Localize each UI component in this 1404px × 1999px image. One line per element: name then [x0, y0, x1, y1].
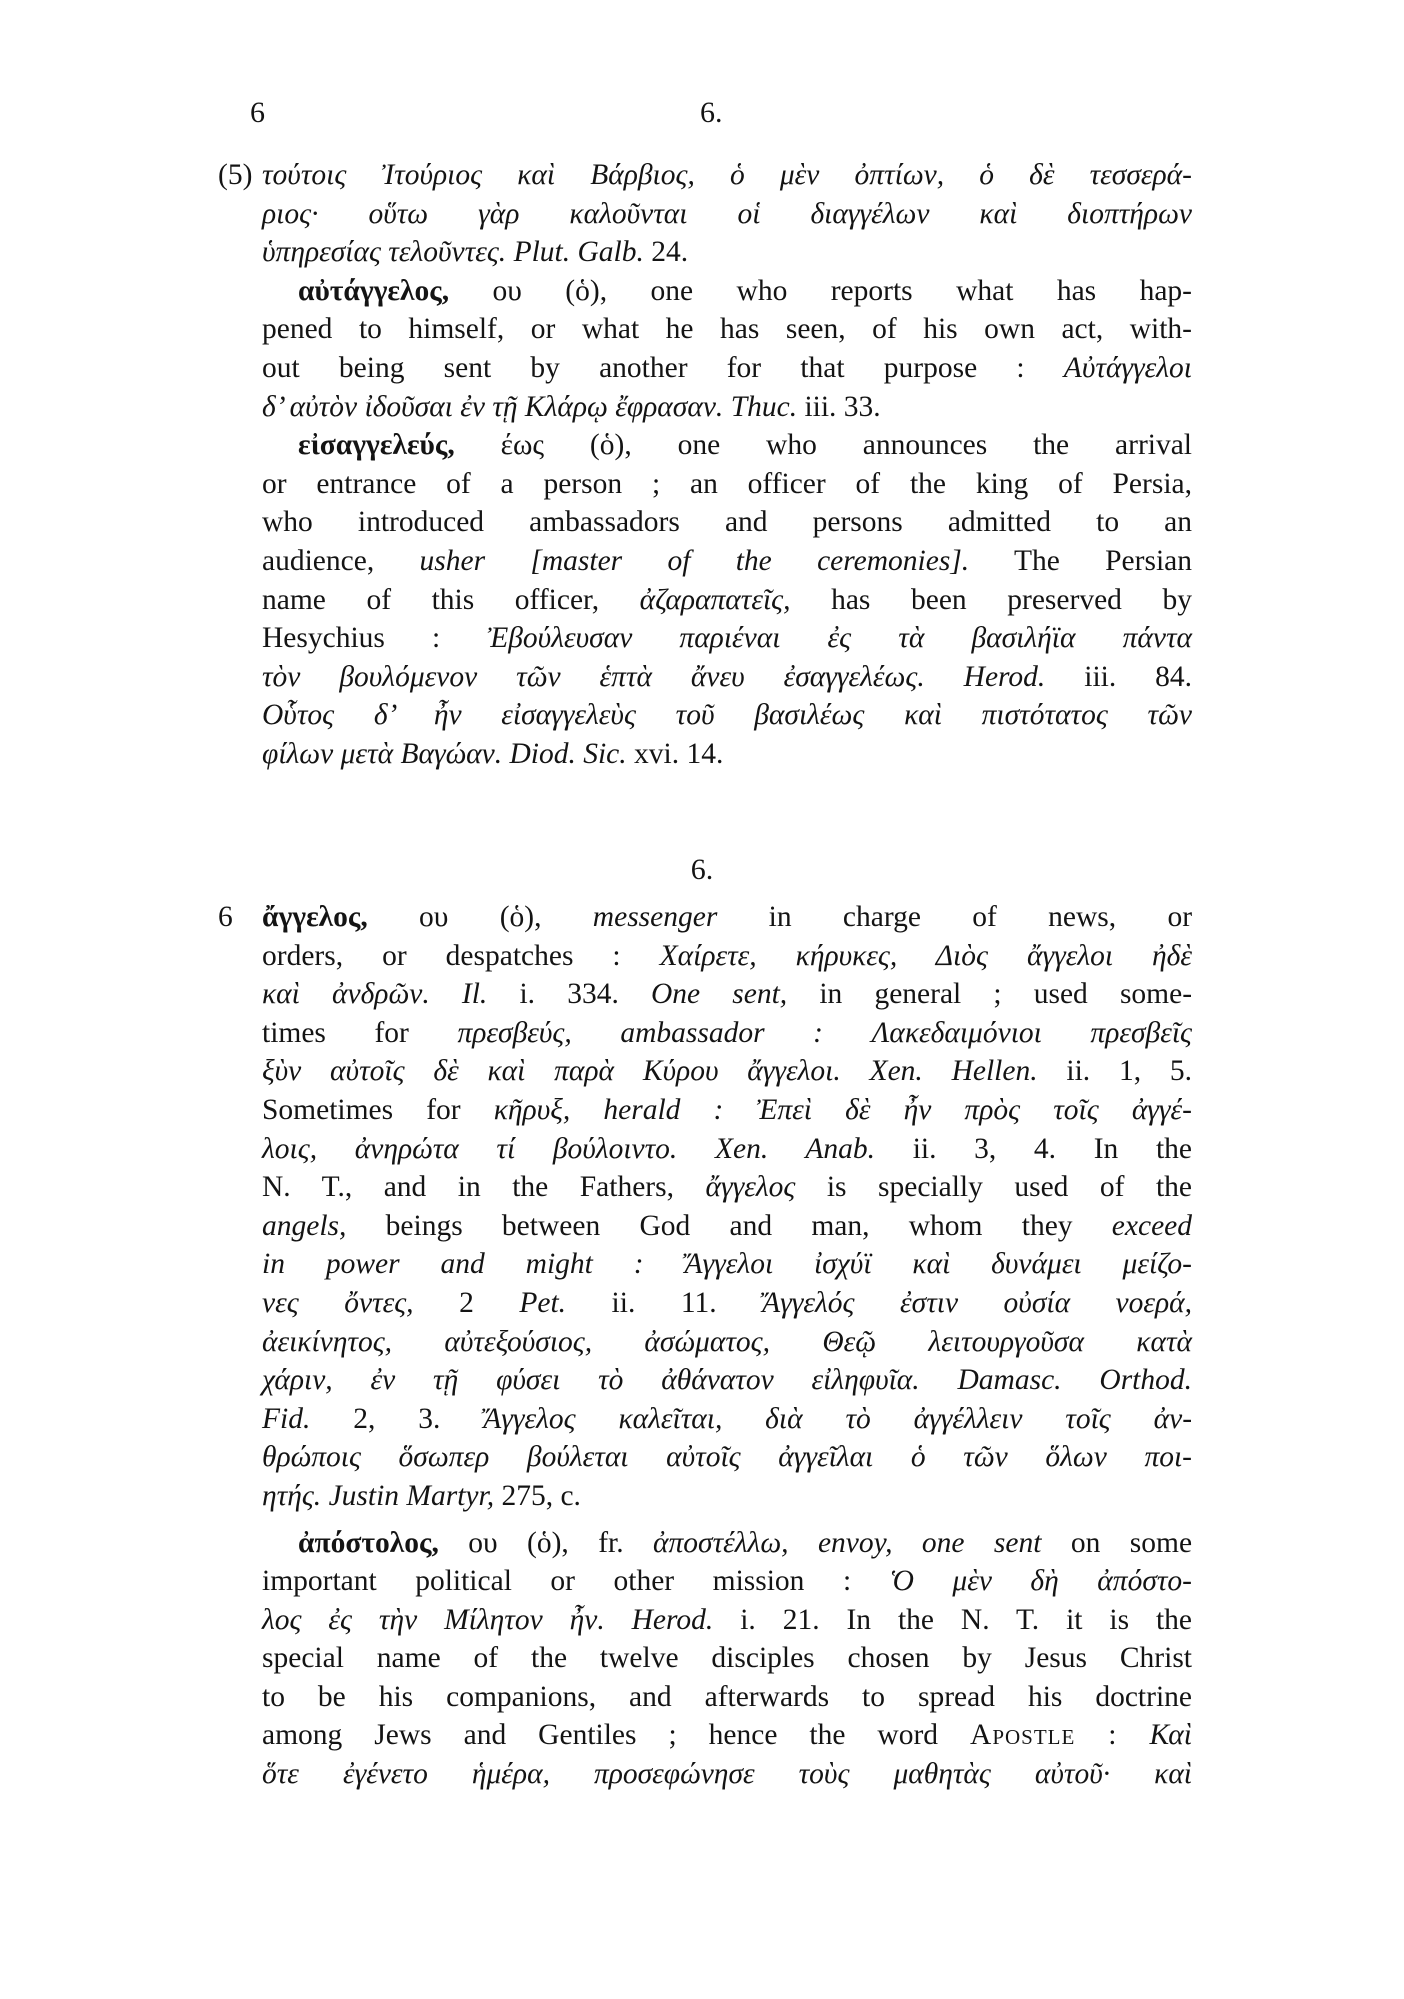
text-line: τὸν βουλόμενον τῶν ἑπτὰ ἄνευ ἐσαγγελέως. Herod. iii. 84.: [262, 660, 1193, 693]
text-line: λοις, ἀνηρώτα τί βούλοιντο. Xen. Anab. ii. 3, 4. In the: [262, 1132, 1192, 1165]
text-line: in power and might : Ἄγγελοι ἰσχύϊ καὶ δυνάμει μείζο-: [262, 1248, 1193, 1281]
entry-apostolos: ἀπόστολος, ου (ὁ), fr. ἀποστέλλω, envoy, one sent on some: [298, 1526, 1193, 1559]
text-line: or entrance of a person ; an officer of the king of Persia,: [262, 467, 1192, 500]
text-line: Fid. 2, 3. Ἄγγελος καλεῖται, διὰ τὸ ἀγγέλλειν τοῖς ἀν-: [262, 1402, 1193, 1435]
text-line: among Jews and Gentiles ; hence the word Apostle : Καὶ: [262, 1719, 1192, 1752]
headword: αὐτάγγελος,: [298, 274, 450, 307]
text-line: Sometimes for κῆρυξ, herald : Ἐπεὶ δὲ ἦν πρὸς τοῖς ἀγγέ-: [262, 1093, 1192, 1126]
text-line: φίλων μετὰ Βαγώαν. Diod. Sic. xvi. 14.: [262, 737, 724, 770]
text-line: name of this officer, ἀζαραπατεῖς, has been preserved by: [262, 583, 1192, 616]
text-line: times for πρεσβεύς, ambassador : Λακεδαιμόνιοι πρεσβεῖς: [262, 1016, 1193, 1049]
entry-eisangeleus: εἰσαγγελεύς, έως (ὁ), one who announces the arrival: [298, 429, 1192, 462]
text-line: ἀεικίνητος, αὐτεξούσιος, ἀσώματος, Θεῷ λειτουργοῦσα κατὰ: [262, 1325, 1192, 1358]
section-heading: 6.: [690, 853, 714, 886]
entry-autangelos: αὐτάγγελος, ου (ὁ), one who reports what has hap-: [298, 274, 1192, 307]
text-block-lower: [218, 898, 1193, 1794]
headword: εἰσαγγελεύς,: [298, 429, 455, 462]
text-line: δ’ αὐτὸν ἰδοῦσαι ἐν τῇ Κλάρῳ ἔφρασαν. Thuc. iii. 33.: [262, 390, 881, 423]
headword: ἀπόστολος,: [298, 1526, 439, 1559]
text-line: θρώποις ὅσωπερ βούλεται αὐτοῖς ἀγγεῖλαι ὁ τῶν ὅλων ποι-: [262, 1441, 1192, 1474]
margin-note-5: (5): [218, 159, 253, 191]
entry-angelos: ἄγγελος, ου (ὁ), messenger in charge of news, or: [262, 901, 1193, 933]
running-header: [0, 96, 1404, 136]
text-line: λος ἐς τὴν Μίλητον ἦν. Herod. i. 21. In the N. T. it is the: [262, 1603, 1193, 1636]
headword: ἄγγελος,: [262, 901, 368, 933]
page-number: 6: [250, 96, 265, 129]
text-line: ξὺν αὐτοῖς δὲ καὶ παρὰ Κύρου ἄγγελοι. Xen. Hellen. ii. 1, 5.: [262, 1055, 1192, 1088]
text-line: who introduced ambassadors and persons admitted to an: [262, 506, 1192, 539]
text-line: special name of the twelve disciples chosen by Jesus Christ: [262, 1642, 1192, 1675]
text-line: τούτοις Ἰτούριος καὶ Βάρβιος, ὁ μὲν ὀπτίων, ὁ δὲ τεσσερά-: [262, 159, 1192, 191]
section-heading-top: 6.: [700, 96, 723, 129]
text-line: Hesychius : Ἐβούλευσαν παριέναι ἐς τὰ βασιλήϊα πάντα: [262, 622, 1192, 655]
text-line: N. T., and in the Fathers, ἄγγελος is specially used of the: [262, 1171, 1193, 1204]
text-line: out being sent by another for that purpose : Αὐτάγγελοι: [262, 351, 1192, 384]
text-line: χάριν, ἐν τῇ φύσει τὸ ἀθάνατον εἰληφυῖα. Damasc. Orthod.: [262, 1364, 1192, 1397]
text-line: νες ὄντες, 2 Pet. ii. 11. Ἄγγελός ἐστιν οὐσία νοερά,: [262, 1286, 1193, 1319]
text-line: ριος· οὕτω γὰρ καλοῦνται οἱ διαγγέλων καὶ διοπτήρων: [262, 197, 1192, 230]
text-line: orders, or despatches : Χαίρετε, κήρυκες, Διὸς ἄγγελοι ἠδὲ: [262, 939, 1192, 972]
text-line: ὑπηρεσίας τελοῦντες. Plut. Galb. 24.: [262, 236, 689, 269]
text-line: Οὗτος δ’ ἦν εἰσαγγελεὺς τοῦ βασιλέως καὶ πιστότατος τῶν: [262, 699, 1192, 732]
text-line: audience, usher [master of the ceremonies]. The Persian: [262, 544, 1192, 577]
text-line: ητής. Justin Martyr, 275, c.: [262, 1479, 581, 1512]
text-line: to be his companions, and afterwards to spread his doctrine: [262, 1680, 1192, 1713]
text-line: important political or other mission : Ὁ μὲν δὴ ἀπόστο-: [262, 1565, 1192, 1598]
text-block-upper: [218, 156, 1193, 774]
text-line: angels, beings between God and man, whom they exceed: [262, 1209, 1193, 1242]
margin-entry-6: 6: [218, 901, 233, 933]
text-line: καὶ ἀνδρῶν. Il. i. 334. One sent, in general ; used some-: [262, 978, 1193, 1011]
text-line: ὅτε ἐγένετο ἡμέρα, προσεφώνησε τοὺς μαθητὰς αὐτοῦ· καὶ: [262, 1758, 1192, 1791]
text-line: pened to himself, or what he has seen, of his own act, with-: [262, 313, 1192, 346]
